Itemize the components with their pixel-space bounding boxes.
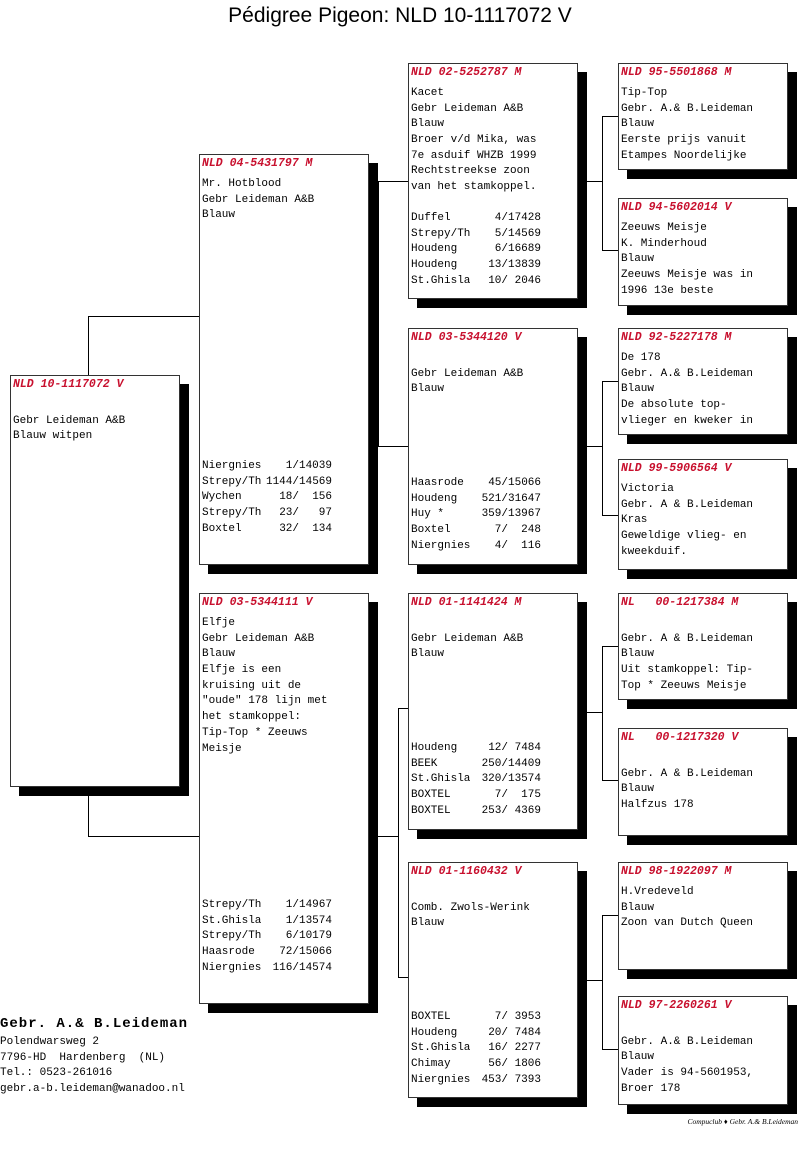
pigeon-card-dss[interactable] — [618, 593, 788, 700]
ring-number: NLD 98-1922097 M — [621, 865, 732, 878]
connector-line — [602, 381, 603, 515]
connector-line — [398, 708, 399, 978]
race-placing: 45/15066 — [488, 477, 541, 489]
pigeon-card-sd[interactable] — [408, 328, 578, 565]
race-location: Strepy/Th — [202, 475, 262, 488]
race-result-row — [411, 1057, 541, 1073]
race-location: St.Ghisla — [202, 914, 262, 927]
ring-number: NLD 10-1117072 V — [13, 378, 124, 391]
pigeon-info-line — [411, 351, 577, 367]
pigeon-info-line: Zeeuws Meisje — [621, 222, 707, 234]
race-placing: 7/ 3953 — [494, 1011, 541, 1023]
pigeon-info-line: Blauw — [621, 383, 655, 396]
pigeon-card-ds[interactable] — [408, 593, 578, 830]
race-location: Houdeng — [411, 1026, 458, 1039]
pigeon-info-line: Tip-Top — [621, 87, 668, 99]
race-location: St.Ghisla — [411, 1042, 471, 1055]
pigeon-info-line: Kras — [621, 514, 648, 527]
connector-line — [602, 250, 618, 251]
pigeon-info-line: Vader is 94-5601953, — [621, 1067, 754, 1080]
breeder-email[interactable]: gebr.a-b.leideman@wanadoo.nl — [0, 1083, 185, 1096]
pigeon-info-line: 1996 13e beste — [621, 284, 714, 297]
pigeon-info-line: Blauw witpen — [13, 430, 93, 443]
race-location: Strepy/Th — [202, 930, 262, 943]
pigeon-info-line — [621, 751, 787, 767]
ring-number: NLD 97-2260261 V — [621, 999, 732, 1012]
race-location: Houdeng — [411, 243, 458, 256]
software-credit: Compuclub ♦ Gebr. A.& B.Leideman — [687, 1117, 798, 1126]
ring-number: NLD 94-5602014 V — [621, 201, 732, 214]
race-result-row — [202, 475, 332, 491]
ring-number: NL 00-1217384 M — [621, 596, 739, 609]
breeder-city: 7796-HD Hardenberg (NL) — [0, 1051, 166, 1064]
connector-line — [369, 316, 378, 317]
race-result-row — [411, 1041, 541, 1057]
race-location: Haasrode — [202, 946, 255, 959]
pigeon-info-line: 7e asduif WHZB 1999 — [411, 149, 537, 162]
pigeon-info-line: Blauw — [411, 383, 445, 396]
connector-line — [369, 836, 398, 837]
pigeon-info-line: Blauw — [411, 648, 445, 661]
race-location: Duffel — [411, 212, 451, 224]
race-results — [411, 211, 541, 290]
pigeon-info-line: "oude" 178 lijn met — [202, 695, 328, 708]
pigeon-card-dd[interactable] — [408, 862, 578, 1098]
pigeon-info-line: Geweldige vlieg- en — [621, 530, 747, 543]
pigeon-info-line: Blauw — [621, 253, 655, 266]
race-location: St.Ghisla — [411, 773, 471, 786]
connector-line — [398, 977, 408, 978]
race-placing: 16/ 2277 — [488, 1042, 541, 1055]
race-result-row — [202, 945, 332, 961]
ring-number: NLD 03-5344111 V — [202, 596, 313, 609]
race-placing: 521/31647 — [481, 492, 541, 505]
race-placing: 32/ 134 — [279, 522, 332, 535]
race-placing: 5/14569 — [494, 227, 541, 240]
connector-line — [578, 712, 602, 713]
race-placing: 1/13574 — [285, 914, 332, 927]
race-result-row — [411, 492, 541, 508]
pigeon-card-s[interactable] — [199, 154, 369, 565]
race-location: BOXTEL — [411, 1011, 451, 1023]
pigeon-card-root[interactable] — [10, 375, 180, 787]
pigeon-info-line: Zeeuws Meisje was in — [621, 269, 754, 282]
race-placing: 6/10179 — [285, 930, 332, 943]
pigeon-info-line: Mr. Hotblood — [202, 178, 282, 190]
pigeon-info-line: Blauw — [202, 209, 236, 222]
pigeon-info-line: Blauw — [621, 648, 655, 661]
race-placing: 10/ 2046 — [488, 274, 541, 287]
race-result-row — [411, 211, 541, 227]
breeder-name: Gebr. A.& B.Leideman — [0, 1016, 189, 1032]
connector-line — [398, 708, 408, 709]
pigeon-info-line: Broer v/d Mika, was — [411, 134, 537, 147]
connector-line — [578, 181, 602, 182]
race-location: Houdeng — [411, 742, 458, 754]
race-result-row — [411, 1026, 541, 1042]
race-result-row — [411, 242, 541, 258]
connector-line — [378, 181, 379, 447]
race-placing: 23/ 97 — [279, 507, 332, 520]
race-location: Strepy/Th — [202, 899, 262, 911]
race-result-row — [411, 757, 541, 773]
ring-number: NLD 02-5252787 M — [411, 66, 522, 79]
race-result-row — [202, 929, 332, 945]
pigeon-info-line — [411, 616, 577, 632]
pigeon-info-line: Victoria — [621, 483, 674, 495]
race-placing: 253/ 4369 — [481, 804, 541, 817]
connector-line — [602, 915, 618, 916]
pigeon-card-ssd[interactable] — [618, 198, 788, 306]
ring-number: NLD 01-1141424 M — [411, 596, 522, 609]
pigeon-info-line — [411, 885, 577, 901]
pigeon-info-line: Etampes Noordelijke — [621, 149, 747, 162]
pigeon-info-line: Blauw — [202, 648, 236, 661]
race-location: Houdeng — [411, 492, 458, 505]
pigeon-info-line: Tip-Top * Zeeuws — [202, 726, 308, 739]
connector-line — [578, 980, 602, 981]
race-result-row — [202, 506, 332, 522]
race-results — [411, 741, 541, 820]
race-result-row — [411, 539, 541, 555]
race-result-row — [202, 522, 332, 538]
race-result-row — [411, 274, 541, 290]
ring-number: NLD 95-5501868 M — [621, 66, 732, 79]
race-location: Houdeng — [411, 259, 458, 272]
pigeon-info-line: Gebr Leideman A&B — [13, 414, 126, 427]
race-location: BOXTEL — [411, 804, 451, 817]
race-placing: 72/15066 — [279, 946, 332, 959]
race-location: BEEK — [411, 757, 438, 770]
pigeon-card-dsd[interactable] — [618, 728, 788, 836]
race-location: Niergnies — [411, 539, 471, 552]
race-location: Strepy/Th — [202, 507, 262, 520]
ring-number: NLD 99-5906564 V — [621, 462, 732, 475]
pigeon-card-sds[interactable] — [618, 328, 788, 435]
race-result-row — [411, 741, 541, 757]
ring-number: NLD 04-5431797 M — [202, 157, 313, 170]
race-placing: 13/13839 — [488, 259, 541, 272]
connector-line — [602, 646, 603, 780]
connector-line — [602, 1049, 618, 1050]
race-placing: 7/ 175 — [494, 789, 541, 802]
breeder-phone: Tel.: 0523-261016 — [0, 1067, 113, 1080]
ring-number: NLD 92-5227178 M — [621, 331, 732, 344]
race-location: Chimay — [411, 1058, 451, 1071]
pigeon-info-line — [621, 1019, 787, 1035]
connector-line — [378, 181, 408, 182]
race-location: Strepy/Th — [411, 227, 471, 240]
pigeon-card-d[interactable] — [199, 593, 369, 1004]
pigeon-info-line: H.Vredeveld — [621, 886, 694, 898]
race-placing: 18/ 156 — [279, 491, 332, 504]
pigeon-info-line: Gebr. A & B.Leideman — [621, 632, 754, 645]
pigeon-info-line: Broer 178 — [621, 1082, 681, 1095]
race-location: Wychen — [202, 491, 242, 504]
pigeon-info-line: Zoon van Dutch Queen — [621, 917, 754, 930]
race-placing: 56/ 1806 — [488, 1058, 541, 1071]
pigeon-info-line: De 178 — [621, 352, 661, 364]
race-location: Niergnies — [202, 961, 262, 974]
pigeon-info-line: Gebr. A.& B.Leideman — [621, 102, 754, 115]
pigeon-info-line — [13, 398, 179, 414]
race-result-row — [411, 523, 541, 539]
race-results — [202, 459, 332, 538]
race-location: Niergnies — [202, 460, 262, 472]
connector-line — [88, 316, 199, 317]
pigeon-info-line: De absolute top- — [621, 399, 727, 412]
ring-number: NLD 01-1160432 V — [411, 865, 522, 878]
race-placing: 116/14574 — [272, 961, 332, 974]
connector-line — [602, 116, 618, 117]
page-title: Pédigree Pigeon: NLD 10-1117072 V — [228, 4, 572, 27]
race-result-row — [411, 227, 541, 243]
connector-line — [378, 446, 408, 447]
pigeon-info-line: van het stamkoppel. — [411, 181, 537, 194]
race-result-row — [202, 914, 332, 930]
race-placing: 1/14967 — [285, 899, 332, 911]
pigeon-info-line: Halfzus 178 — [621, 799, 694, 812]
connector-line — [578, 446, 602, 447]
race-placing: 12/ 7484 — [488, 742, 541, 754]
pigeon-info-line: Blauw — [621, 118, 655, 131]
race-result-row — [202, 459, 332, 475]
connector-line — [602, 915, 603, 1049]
ring-number: NLD 03-5344120 V — [411, 331, 522, 344]
race-placing: 453/ 7393 — [481, 1073, 541, 1086]
pigeon-info-line: Blauw — [621, 1051, 655, 1064]
breeder-address — [0, 1016, 188, 1098]
race-results — [202, 898, 332, 977]
race-placing: 7/ 248 — [494, 524, 541, 537]
pigeon-info-line: Top * Zeeuws Meisje — [621, 679, 747, 692]
pigeon-info-line: Gebr Leideman A&B — [411, 632, 524, 645]
race-location: Boxtel — [202, 522, 242, 535]
pigeon-info-line: Blauw — [621, 901, 655, 914]
pigeon-info-line: het stamkoppel: — [202, 711, 302, 724]
pigeon-info-line: Gebr. A.& B.Leideman — [621, 367, 754, 380]
pigeon-info-line: Meisje — [202, 742, 242, 755]
pigeon-info-line: K. Minderhoud — [621, 237, 707, 250]
pigeon-card-sss[interactable] — [618, 63, 788, 170]
connector-line — [88, 836, 199, 837]
pigeon-info-line: Elfje — [202, 617, 236, 629]
race-placing: 359/13967 — [481, 508, 541, 521]
pigeon-info-line: Blauw — [411, 917, 445, 930]
pigeon-info-line: vlieger en kweker in — [621, 414, 754, 427]
pigeon-info-line: Eerste prijs vanuit — [621, 134, 747, 147]
pigeon-info-line: Blauw — [411, 118, 445, 131]
race-result-row — [411, 476, 541, 492]
pigeon-info-line: Gebr. A & B.Leideman — [621, 498, 754, 511]
race-location: Haasrode — [411, 477, 464, 489]
pigeon-card-ddd[interactable] — [618, 996, 788, 1105]
race-location: BOXTEL — [411, 789, 451, 802]
race-location: Boxtel — [411, 524, 451, 537]
race-result-row — [411, 772, 541, 788]
pigeon-card-dds[interactable] — [618, 862, 788, 970]
race-placing: 1144/14569 — [265, 475, 332, 488]
connector-line — [602, 646, 618, 647]
race-placing: 1/14039 — [285, 460, 332, 472]
pigeon-info-line — [621, 616, 787, 632]
pigeon-info-line: Blauw — [621, 783, 655, 796]
pigeon-info-line: Kacet — [411, 87, 445, 99]
race-placing: 4/17428 — [494, 212, 541, 224]
breeder-street: Polendwarsweg 2 — [0, 1036, 100, 1048]
race-result-row — [202, 898, 332, 914]
connector-line — [602, 515, 618, 516]
pigeon-info-line: Gebr Leideman A&B — [411, 102, 524, 115]
race-location: St.Ghisla — [411, 274, 471, 287]
race-placing: 6/16689 — [494, 243, 541, 256]
pigeon-info-line: Rechtstreekse zoon — [411, 165, 530, 178]
race-placing: 250/14409 — [481, 757, 541, 770]
pigeon-info-line: Gebr Leideman A&B — [202, 193, 315, 206]
race-location: Niergnies — [411, 1073, 471, 1086]
pigeon-info-line: Gebr. A & B.Leideman — [621, 767, 754, 780]
race-result-row — [411, 1010, 541, 1026]
connector-line — [602, 381, 618, 382]
pigeon-info-line: Uit stamkoppel: Tip- — [621, 664, 754, 677]
race-result-row — [411, 507, 541, 523]
race-placing: 320/13574 — [481, 773, 541, 786]
race-result-row — [202, 961, 332, 977]
pigeon-info-line: Gebr Leideman A&B — [202, 632, 315, 645]
race-placing: 20/ 7484 — [488, 1026, 541, 1039]
pigeon-info-line: Gebr. A.& B.Leideman — [621, 1035, 754, 1048]
race-result-row — [411, 1073, 541, 1089]
race-result-row — [411, 258, 541, 274]
race-result-row — [202, 490, 332, 506]
connector-line — [602, 116, 603, 250]
ring-number: NL 00-1217320 V — [621, 731, 739, 744]
pigeon-card-sdd[interactable] — [618, 459, 788, 570]
race-location: Huy * — [411, 508, 445, 521]
pigeon-card-ss[interactable] — [408, 63, 578, 299]
pigeon-info-line: Gebr Leideman A&B — [411, 367, 524, 380]
pigeon-info-line: kweekduif. — [621, 545, 688, 558]
pigeon-info-line: Elfje is een — [202, 664, 282, 677]
connector-line — [602, 780, 618, 781]
race-result-row — [411, 788, 541, 804]
pigeon-info-line: kruising uit de — [202, 679, 302, 692]
race-result-row — [411, 804, 541, 820]
pigeon-info-line: Comb. Zwols-Werink — [411, 901, 530, 914]
race-results — [411, 1010, 541, 1089]
race-placing: 4/ 116 — [494, 539, 541, 552]
race-results — [411, 476, 541, 555]
